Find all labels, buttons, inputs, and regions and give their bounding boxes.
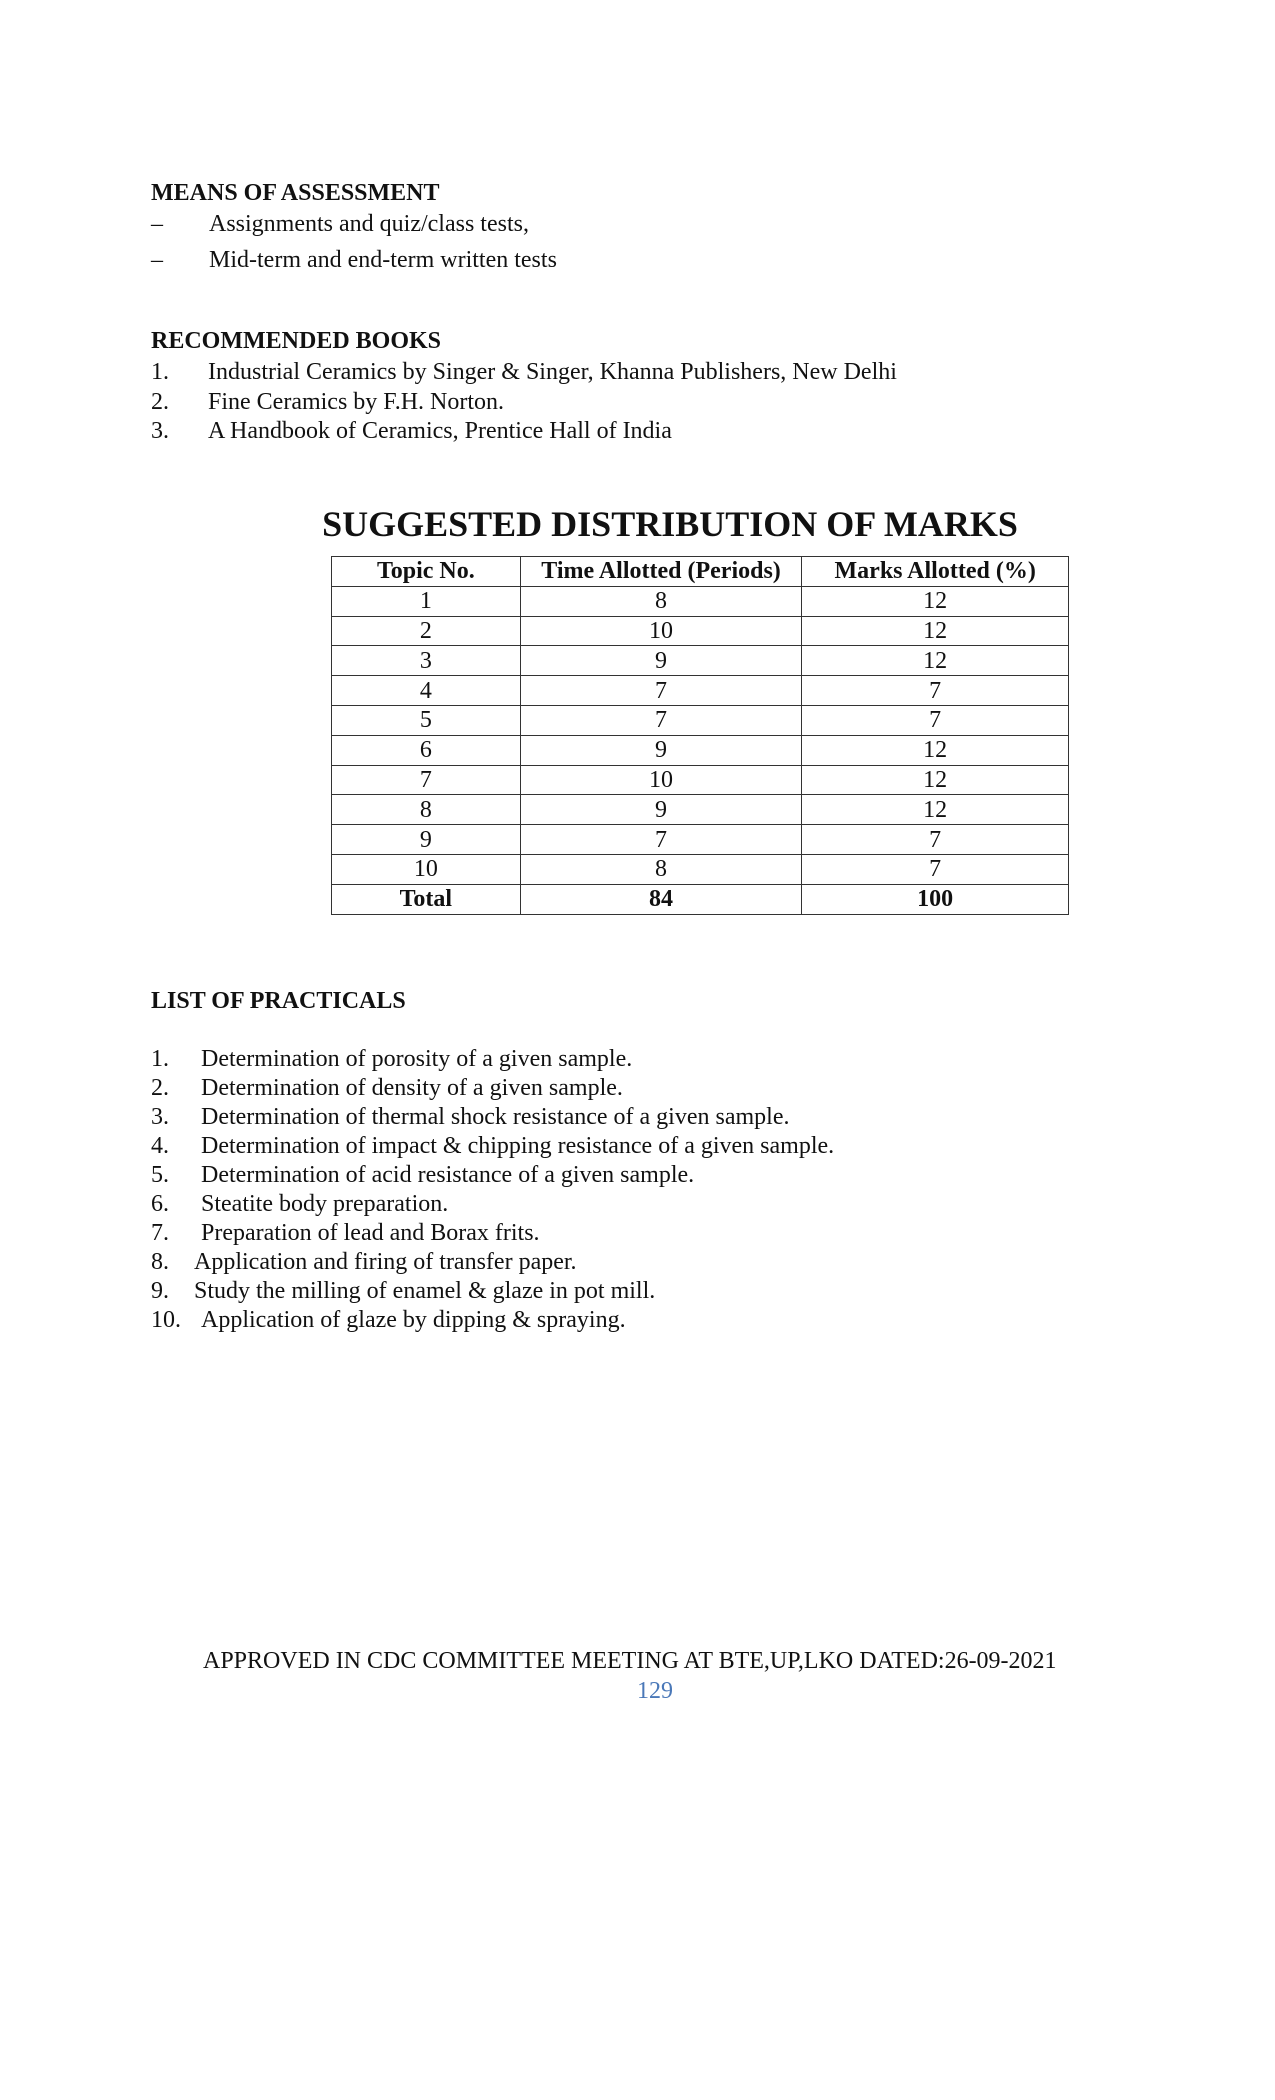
list-marker: 8. xyxy=(151,1249,169,1275)
list-item xyxy=(151,1074,834,1103)
table-cell: 12 xyxy=(802,646,1069,676)
list-item-text: Industrial Ceramics by Singer & Singer, Khanna Publishers, New Delhi xyxy=(208,359,897,385)
list-marker: 3. xyxy=(151,418,169,444)
list-item-text: Application of glaze by dipping & spraying. xyxy=(201,1307,626,1333)
list-marker: 2. xyxy=(151,1075,169,1101)
table-cell: 3 xyxy=(332,646,521,676)
table-row xyxy=(332,616,1069,646)
table-row xyxy=(332,765,1069,795)
list-marker: 9. xyxy=(151,1278,169,1304)
table-cell: 10 xyxy=(520,765,802,795)
column-header: Marks Allotted (%) xyxy=(802,557,1069,587)
assessment-title: MEANS OF ASSESSMENT xyxy=(151,180,440,206)
table-cell: 4 xyxy=(332,676,521,706)
table-cell: 7 xyxy=(332,765,521,795)
table-cell: 8 xyxy=(520,586,802,616)
list-marker: 10. xyxy=(151,1307,181,1333)
table-row xyxy=(332,735,1069,765)
table-cell: 9 xyxy=(520,795,802,825)
list-marker: – xyxy=(151,211,163,237)
list-item xyxy=(151,242,557,278)
table-cell: Total xyxy=(332,884,521,914)
table-cell: 5 xyxy=(332,705,521,735)
list-marker: 6. xyxy=(151,1191,169,1217)
list-item xyxy=(151,417,897,447)
list-item-text: Study the milling of enamel & glaze in pot mill. xyxy=(194,1278,656,1304)
table-row xyxy=(332,646,1069,676)
list-item xyxy=(151,358,897,388)
column-header: Topic No. xyxy=(332,557,521,587)
list-item-text: Fine Ceramics by F.H. Norton. xyxy=(208,388,505,415)
table-cell: 84 xyxy=(520,884,802,914)
table-cell: 10 xyxy=(332,854,521,884)
table-row xyxy=(332,854,1069,884)
list-item-text: Assignments and quiz/class tests, xyxy=(209,211,529,237)
practicals-title: LIST OF PRACTICALS xyxy=(151,988,406,1014)
list-item-text: Determination of impact & chipping resistance of a given sample. xyxy=(201,1133,835,1159)
list-item xyxy=(151,1045,834,1074)
list-item-text: Steatite body preparation. xyxy=(201,1191,449,1217)
list-item xyxy=(151,1306,834,1335)
list-item-text: Application and firing of transfer paper. xyxy=(194,1249,577,1275)
list-marker: 5. xyxy=(151,1162,169,1188)
list-item xyxy=(151,1161,834,1190)
distribution-title: SUGGESTED DISTRIBUTION OF MARKS xyxy=(322,504,1018,544)
table-cell: 7 xyxy=(802,705,1069,735)
list-item-text: Determination of acid resistance of a given sample. xyxy=(201,1162,695,1188)
table-cell: 7 xyxy=(520,676,802,706)
table-cell: 6 xyxy=(332,735,521,765)
list-marker: – xyxy=(151,247,163,273)
table-cell: 8 xyxy=(332,795,521,825)
list-marker: 4. xyxy=(151,1133,169,1159)
table-cell: 9 xyxy=(520,735,802,765)
books-title: RECOMMENDED BOOKS xyxy=(151,328,442,354)
table-cell: 12 xyxy=(802,616,1069,646)
list-item xyxy=(151,1219,834,1248)
list-marker: 1. xyxy=(151,359,169,385)
table-row xyxy=(332,825,1069,855)
list-item-text: Preparation of lead and Borax frits. xyxy=(201,1220,540,1246)
list-item-text: Determination of thermal shock resistance of a given sample. xyxy=(201,1104,790,1130)
list-item xyxy=(151,1190,834,1219)
table-cell: 7 xyxy=(802,676,1069,706)
table-cell: 12 xyxy=(802,735,1069,765)
table-cell: 7 xyxy=(802,854,1069,884)
table-cell: 8 xyxy=(520,854,802,884)
list-item-text: A Handbook of Ceramics, Prentice Hall of India xyxy=(208,418,672,444)
table-cell: 7 xyxy=(802,825,1069,855)
list-item-text: Determination of porosity of a given sample. xyxy=(201,1046,633,1072)
list-marker: 7. xyxy=(151,1220,169,1246)
table-row xyxy=(332,676,1069,706)
page-number: 129 xyxy=(637,1678,673,1704)
table-cell: 12 xyxy=(802,795,1069,825)
table-cell: 1 xyxy=(332,586,521,616)
table-total-row xyxy=(332,884,1069,914)
approval-footer: APPROVED IN CDC COMMITTEE MEETING AT BTE,UP,LKO DATED:26-09-2021 xyxy=(203,1648,1057,1674)
table-cell: 12 xyxy=(802,586,1069,616)
list-item xyxy=(151,1132,834,1161)
table-cell: 100 xyxy=(802,884,1069,914)
list-item xyxy=(151,206,557,242)
list-item xyxy=(151,1103,834,1132)
column-header: Time Allotted (Periods) xyxy=(520,557,802,587)
assessment-list xyxy=(151,206,557,278)
table-header-row xyxy=(332,557,1069,587)
books-list xyxy=(151,358,897,447)
table-cell: 7 xyxy=(520,705,802,735)
list-item-text: Determination of density of a given sample. xyxy=(201,1075,623,1101)
table-row xyxy=(332,586,1069,616)
table-cell: 10 xyxy=(520,616,802,646)
table-row xyxy=(332,795,1069,825)
list-item xyxy=(151,388,897,418)
table-cell: 7 xyxy=(520,825,802,855)
list-marker: 3. xyxy=(151,1104,169,1130)
table-cell: 12 xyxy=(802,765,1069,795)
list-marker: 2. xyxy=(151,388,169,415)
table-cell: 2 xyxy=(332,616,521,646)
list-marker: 1. xyxy=(151,1046,169,1072)
practicals-list xyxy=(151,1045,834,1335)
list-item xyxy=(151,1277,834,1306)
list-item xyxy=(151,1248,834,1277)
distribution-table xyxy=(331,556,1069,915)
table-cell: 9 xyxy=(332,825,521,855)
table-row xyxy=(332,705,1069,735)
list-item-text: Mid-term and end-term written tests xyxy=(209,247,557,273)
table-cell: 9 xyxy=(520,646,802,676)
